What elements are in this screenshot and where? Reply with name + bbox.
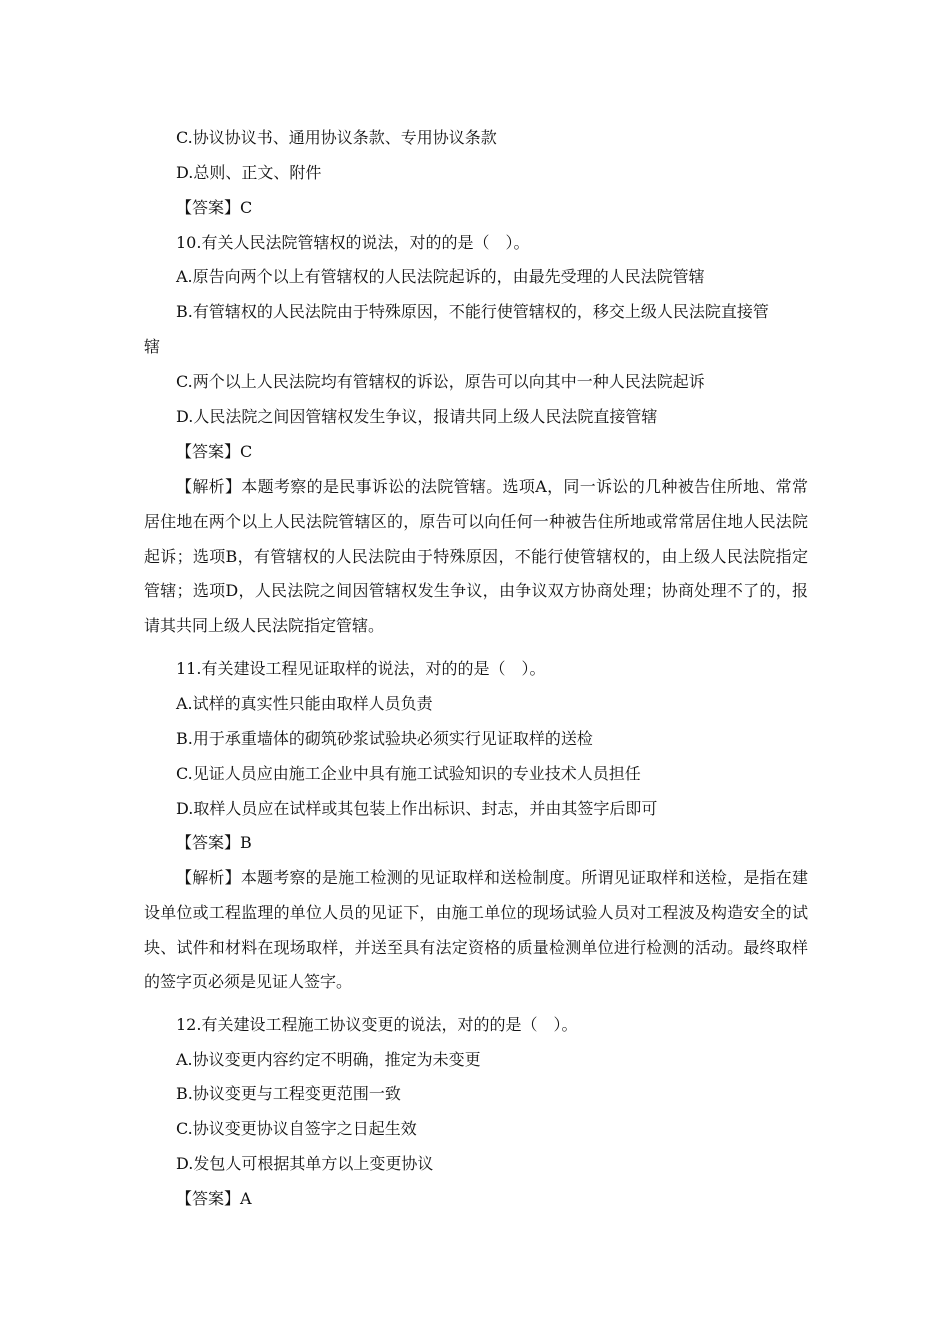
q11-stem: 11.有关建设工程见证取样的说法，对的的是（ ）。 (176, 659, 546, 678)
q10-analysis: 【解析】本题考察的是民事诉讼的法院管辖。选项A，同一诉讼的几种被告住所地、常常居住地在两个以上人民法院管辖区的，原告可以向任何一种被告住所地或常常居住地人民法院起诉；选项B，有管辖权的人民法院由于特殊原因，不能行使管辖权的，由上级人民法院指定管辖；选项D，人民法院之间因管辖权发生争议，由争议双方协商处理；协商处理不了的，报请其共同上级人民法院指定管辖。 (144, 477, 808, 636)
q12-option-d: D.发包人可根据其单方以上变更协议 (176, 1154, 434, 1173)
q12-option-b: B.协议变更与工程变更范围一致 (176, 1084, 401, 1103)
q9-answer: 【答案】C (176, 198, 253, 217)
q10-option-c: C.两个以上人民法院均有管辖权的诉讼，原告可以向其中一种人民法院起诉 (176, 372, 705, 391)
q10-answer: 【答案】C (176, 442, 253, 461)
q12-stem: 12.有关建设工程施工协议变更的说法，对的的是（ ）。 (176, 1015, 578, 1034)
q10-stem: 10.有关人民法院管辖权的说法，对的的是（ ）。 (176, 233, 530, 252)
q10-option-b-cont: 辖 (144, 337, 161, 356)
q11-option-c: C.见证人员应由施工企业中具有施工试验知识的专业技术人员担任 (176, 764, 641, 783)
q11-option-b: B.用于承重墙体的砌筑砂浆试验块必须实行见证取样的送检 (176, 729, 593, 748)
q11-answer: 【答案】B (176, 833, 252, 852)
q12-option-a: A.协议变更内容约定不明确，推定为未变更 (176, 1050, 481, 1069)
q9-option-c: C.协议协议书、通用协议条款、专用协议条款 (176, 128, 497, 147)
q11-option-d: D.取样人员应在试样或其包装上作出标识、封志，并由其签字后即可 (176, 799, 658, 818)
q12-option-c: C.协议变更协议自签字之日起生效 (176, 1119, 417, 1138)
q12-answer: 【答案】A (176, 1189, 252, 1208)
q10-option-d: D.人民法院之间因管辖权发生争议，报请共同上级人民法院直接管辖 (176, 407, 658, 426)
q10-option-b: B.有管辖权的人民法院由于特殊原因，不能行使管辖权的，移交上级人民法院直接管 (176, 302, 769, 321)
q9-option-d: D.总则、正文、附件 (176, 163, 322, 182)
q11-analysis: 【解析】本题考察的是施工检测的见证取样和送检制度。所谓见证取样和送检，是指在建设单位或工程监理的单位人员的见证下，由施工单位的现场试验人员对工程波及构造安全的试块、试件和材料在现场取样，并送至具有法定资格的质量检测单位进行检测的活动。最终取样的签字页必须是见证人签字。 (144, 868, 808, 992)
q11-option-a: A.试样的真实性只能由取样人员负责 (176, 694, 433, 713)
q10-option-a: A.原告向两个以上有管辖权的人民法院起诉的，由最先受理的人民法院管辖 (176, 267, 705, 286)
